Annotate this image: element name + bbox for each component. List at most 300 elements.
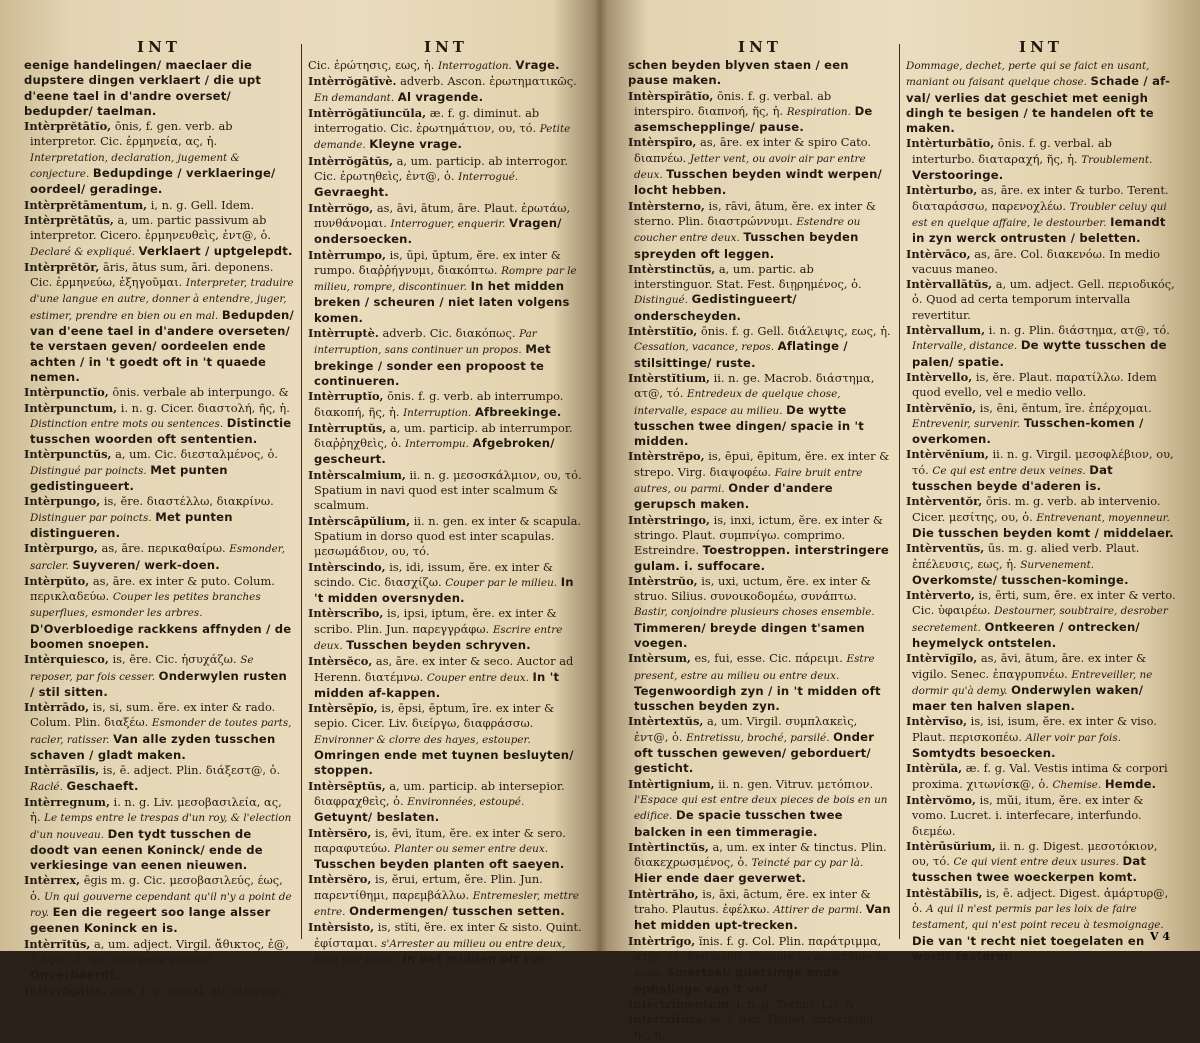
- french-gloss: Cessation, vacance, repos.: [634, 341, 775, 354]
- dictionary-entry: [308, 826, 584, 873]
- dutch-gloss: D'Overbloedige rackkens affnyden / de boomen snoepen.: [30, 621, 292, 651]
- headword: Intèrventŏr,: [906, 494, 983, 509]
- headword: Intèrtrītūra,: [628, 1012, 707, 1027]
- dictionary-entry: [308, 872, 584, 920]
- french-gloss: Estre present, estre au milieu ou entre deux.: [634, 653, 875, 682]
- french-gloss: Rompre par le milieu, rompre, discontinuer.: [314, 264, 577, 294]
- headword: Intèrsterno,: [628, 198, 705, 213]
- dutch-gloss: In het midden oft tus-: [402, 951, 551, 966]
- dictionary-entry: [308, 154, 584, 201]
- dutch-gloss: De spacie tusschen twee balcken in een timmeragie.: [634, 808, 843, 839]
- headword: Intèrrumpo,: [308, 247, 386, 262]
- headword: Intèrsum,: [628, 651, 691, 666]
- french-gloss: Interrogué.: [458, 171, 519, 184]
- latin-greek-gloss: ōnis. f. g. verbal. ab interrogo.: [109, 983, 286, 998]
- latin-greek-gloss: ōris. m. g. verb. ab intervenio. Cicer. μεσίτης, ου, ὁ.: [912, 494, 1161, 524]
- latin-greek-gloss: ōnis. verbale ab interpungo. &: [112, 385, 289, 400]
- dictionary-entry: [906, 793, 1176, 839]
- headword: Intèstābĭlis,: [906, 885, 983, 900]
- dutch-gloss: Een die regeert soo lange alsser geenen Koninck en is.: [30, 905, 271, 936]
- dutch-gloss: Omringen ende met tuynen besluyten/ stoppen.: [314, 748, 574, 778]
- french-gloss: Interroguer, enquerir.: [390, 217, 506, 230]
- dictionary-entry: [24, 119, 294, 197]
- headword: Intèrstĭtium,: [628, 370, 711, 385]
- headword: Intèrturbātĭo,: [906, 136, 995, 151]
- dictionary-entry: [906, 58, 1176, 136]
- dutch-gloss: Bedupdinge / verklaeringe/ oordeel/ geradinge.: [30, 166, 276, 197]
- french-gloss: Distinction entre mots ou sentences.: [30, 417, 224, 430]
- headword: Intèrtextŭs,: [628, 714, 704, 729]
- latin-greek-gloss: a, um. particip. ab interrumpor. διαῤῥηχθεὶς, ὁ.: [314, 420, 573, 451]
- french-gloss: Declaré & expliqué.: [30, 245, 135, 258]
- dictionary-entry: [308, 920, 584, 968]
- latin-greek-gloss: is, āxi, āctum, ĕre. ex inter & traho. Plautus. ἐφέλκω.: [634, 886, 871, 917]
- french-gloss: Couper par le milieu.: [445, 576, 558, 589]
- dutch-gloss: Vrage.: [515, 58, 560, 72]
- dictionary-entry: [906, 447, 1176, 494]
- dutch-gloss: Schade / af-val/ verlies dat geschiet met eenigh dingh te besigen / te handelen oft te maken.: [906, 74, 1171, 136]
- latin-greek-gloss: is, ĕre. Cic. ἡσυχάζω.: [112, 652, 237, 667]
- dutch-gloss: Aflatinge / stilsittinge/ ruste.: [634, 339, 848, 370]
- dutch-gloss: Smertsel/ quetsinge ende ophalinge van 't vel.: [634, 965, 840, 996]
- latin-greek-gloss: ii. n. g. Virgil. μεσοφλέβιον, ου, τό.: [912, 447, 1174, 477]
- headword: Intèrŭla,: [906, 761, 963, 776]
- headword: Intèrrŏgo,: [308, 200, 374, 215]
- dictionary-entry: [906, 651, 1176, 714]
- latin-greek-gloss: is, ēpui, ēpitum, ĕre. ex inter & strepo. Virg. διαψοφέω.: [634, 449, 890, 479]
- headword: Intèrstrĕpo,: [628, 449, 705, 464]
- dictionary-entry: [308, 421, 584, 468]
- french-gloss: Raclé.: [30, 780, 63, 793]
- latin-greek-gloss: is, inxi, ictum, ĕre. ex inter & stringo. Plaut. συμπνίγω. comprimo. Estreindre.: [634, 512, 884, 558]
- latin-greek-gloss: ēgis m. g. Cic. μεσοβασιλεύς, έως, ὁ.: [30, 873, 283, 903]
- headword: Intèrspīro,: [628, 135, 697, 150]
- french-gloss: Environner & clorre des hayes, estouper.: [314, 733, 531, 746]
- headword: Intèrprĕtāmentum,: [24, 197, 148, 212]
- latin-greek-gloss: a, um. ex inter & tinctus. Plin. διακεχρωσμένος, ὁ.: [634, 839, 887, 870]
- dictionary-entry: [24, 447, 294, 494]
- dictionary-entry: [24, 541, 294, 574]
- latin-greek-gloss: ōnis. f. g. verbal. ab interturbo. διαταραχή, ῆς, ἡ.: [912, 136, 1112, 166]
- dutch-gloss: Tegenwoordigh zyn / in 't midden oft tusschen beyden zyn.: [634, 683, 881, 714]
- headword: Intèrpunctĭo,: [24, 385, 109, 400]
- dictionary-entry: [308, 106, 584, 154]
- headword: Intèrruptĭo,: [308, 389, 384, 404]
- dutch-gloss: eenige handelingen/ maeclaer die dupstere dingen verklaert / die upt d'eene tael in d'andre overset/ bedupder/ taelman.: [24, 58, 262, 118]
- dutch-gloss: De wytte tusschen de palen/ spatie.: [912, 338, 1167, 369]
- french-gloss: Destourner, soubtraire, desrober secretement.: [912, 605, 1168, 634]
- dictionary-entry: [308, 514, 584, 560]
- latin-greek-gloss: a, um. Cic. διεσταλμένος, ὁ.: [115, 447, 278, 462]
- dutch-gloss: Van alle zyden tusschen schaven / gladt maken.: [30, 731, 276, 763]
- headword: Intèrscrībo,: [308, 606, 384, 621]
- dutch-gloss: Den tydt tusschen de doodt van eenen Koninck/ ende de verkiesinge van eenen nieuwen.: [30, 826, 263, 873]
- dutch-gloss: Afgebroken/ gescheurt.: [314, 436, 555, 467]
- dictionary-entry: [628, 934, 892, 997]
- headword: Intèrverto,: [906, 588, 975, 603]
- french-gloss: Entrevenant, moyenneur.: [1036, 511, 1170, 524]
- headword: Intèrscāpŭlium,: [308, 513, 411, 528]
- latin-greek-gloss: a, um. adject. Virgil. ἄθικτος, ἐ@, ὁ ἀφ@, ὁ.: [30, 936, 289, 966]
- headword: Intèrrāsĭlis,: [24, 763, 100, 778]
- latin-greek-gloss: is, isi, isum, ĕre. ex inter & viso. Plaut. περισκοπέω.: [912, 714, 1157, 744]
- latin-greek-gloss: is, ēni, ēntum, īre. ἐπέρχομαι.: [979, 400, 1152, 415]
- latin-greek-gloss: es, fui, esse. Cic. πάρειμι.: [694, 651, 843, 666]
- latin-greek-gloss: as, āre. ex inter & seco. Auctor ad Herenn. διατέμνω.: [314, 654, 574, 684]
- dutch-gloss: Overkomste/ tusschen-kominge.: [912, 572, 1129, 587]
- dutch-gloss: Tusschen beyden windt werpen/ locht hebben.: [634, 167, 882, 198]
- latin-greek-gloss: is, ūpi, ūptum, ĕre. ex inter & rumpo. διαῤῥήγνυμι, διακόπτω.: [314, 247, 561, 277]
- dictionary-entry: [628, 324, 892, 371]
- headword: Intèrquiesco,: [24, 652, 109, 667]
- column-rule: [899, 44, 900, 939]
- french-gloss: Entremesler, mettre entre.: [314, 889, 579, 919]
- french-gloss: l'Espace qui est entre deux pieces de bois en un edifice.: [634, 793, 888, 823]
- latin-greek-gloss: as, āre. ex inter & spiro Cato. διαπνέω.: [634, 135, 872, 165]
- french-gloss: Bastir, conjoindre plusieurs choses ensemble.: [634, 606, 875, 619]
- latin-greek-gloss: a, um. Virgil. συμπλακεὶς, ἐντ@, ὁ.: [634, 714, 858, 744]
- dutch-gloss: Dat tusschen twee woeckerpen komt.: [912, 854, 1147, 885]
- headword: Intèrrex,: [24, 873, 81, 888]
- dictionary-entry: [628, 887, 892, 934]
- dictionary-entry: [906, 370, 1176, 401]
- dutch-gloss: Tusschen beyden spreyden oft leggen.: [634, 230, 859, 261]
- french-gloss: Couper les petites branches superflues, esmonder les arbres.: [30, 591, 261, 620]
- dutch-gloss: Onder d'andere gerupsch maken.: [634, 481, 833, 512]
- latin-greek-gloss: a, um. partic passivum ab interpretor. Cicero. ἑρμηνευθεὶς, ἐντ@, ὁ.: [30, 212, 271, 243]
- running-head: INT: [738, 38, 782, 56]
- column-rule: [301, 44, 302, 939]
- headword: Intèrprĕtŏr,: [24, 259, 100, 274]
- dictionary-entry: [24, 260, 294, 385]
- dictionary-entry: [628, 449, 892, 512]
- headword: Intèrtrăho,: [628, 886, 699, 901]
- dictionary-entry: [308, 701, 584, 778]
- dutch-gloss: Verstooringe.: [912, 168, 1004, 183]
- french-gloss: Qui n'est point estonné.: [88, 953, 215, 966]
- right-page-column-1: [628, 38, 892, 1042]
- dutch-gloss: Onder oft tusschen geweven/ geborduert/ gesticht.: [634, 729, 875, 776]
- french-gloss: A qui il n'est permis par les loix de faire testament, qui n'est point receu à tesmoignage.: [912, 903, 1164, 932]
- french-gloss: Entretaillé, blessure ou escorchure de peau.: [634, 950, 889, 980]
- dutch-gloss: Die van 't recht niet toegelaten en wordt testeren: [912, 933, 1145, 963]
- headword: Intèrsēpĭo,: [308, 701, 378, 716]
- french-gloss: Jetter vent, ou avoir air par entre deux.: [634, 152, 866, 182]
- left-page-column-2: [308, 38, 584, 966]
- headword: Intèrrŏgātīvè.: [308, 74, 397, 89]
- headword: Intèrtrīmentum,: [628, 996, 733, 1011]
- french-gloss: En demandant.: [314, 91, 395, 104]
- dutch-gloss: Hemde.: [1104, 776, 1157, 791]
- french-gloss: Esmonder, sarcler.: [30, 543, 285, 572]
- dictionary-entry: [24, 198, 294, 213]
- dutch-gloss: Iemandt in zyn werck ontrusten / beletten.: [912, 214, 1166, 246]
- latin-greek-gloss: æ. f. g. Val. Vestis intima & corpori proxima. χιτωνίσκ@, ὁ.: [912, 761, 1168, 791]
- headword: Intèrtinctŭs,: [628, 839, 709, 854]
- latin-greek-gloss: a, um. adject. Gell. περιοδικός, ὁ. Quod ad certa temporum intervalla revertitur.: [912, 277, 1175, 322]
- french-gloss: Entredeux de quelque chose, intervalle, espace au milieu.: [634, 388, 841, 417]
- french-gloss: Environnées, estoupé.: [407, 795, 525, 808]
- french-gloss: Esmonder de toutes parts, racler, ratisser.: [30, 717, 292, 746]
- latin-greek-gloss: i. n. g. Plin. διάστημα, ατ@, τό.: [988, 323, 1170, 338]
- latin-greek-gloss: adverb. Ascon. ἐρωτηματικῶς.: [400, 74, 577, 89]
- french-gloss: Teincté par cy par là.: [751, 857, 864, 870]
- running-head: INT: [1019, 38, 1063, 56]
- french-gloss: Se reposer, par fois cesser.: [30, 654, 254, 683]
- dictionary-entry: [628, 58, 892, 89]
- latin-greek-gloss: as, āre. Col. διακενόω. In medio vacuus maneo.: [912, 246, 1160, 276]
- dutch-gloss: Gevraeght.: [314, 185, 389, 200]
- headword: Intèrstĭtĭo,: [628, 324, 698, 339]
- headword: Intèrstringo,: [628, 512, 710, 527]
- dictionary-entry: [906, 401, 1176, 448]
- left-page: [24, 38, 584, 998]
- french-gloss: Distingué.: [634, 294, 688, 307]
- dutch-gloss: Gedistingueert/ onderscheyden.: [634, 292, 797, 323]
- dutch-gloss: Onderwylen rusten / stil sitten.: [30, 668, 287, 699]
- dutch-gloss: Tusschen beyden planten oft saeyen.: [314, 857, 565, 872]
- dictionary-entry: [906, 136, 1176, 183]
- dictionary-entry: [628, 1012, 892, 1043]
- french-gloss: Entrevenir, survenir.: [912, 417, 1021, 430]
- running-head: INT: [424, 38, 468, 56]
- headword: Intèrsēptŭs,: [308, 778, 386, 793]
- headword: Intèrpurgo,: [24, 541, 98, 556]
- dutch-gloss: Kleyne vrage.: [369, 137, 463, 152]
- latin-greek-gloss: is, mŭi, itum, ĕre. ex inter & vomo. Lucret. i. interfecare, interfundo. διεμέω.: [912, 792, 1144, 838]
- latin-greek-gloss: i. n. g. Cicer. διαστολή, ῆς, ἡ.: [120, 400, 290, 415]
- latin-greek-gloss: as, āre. περικαθαίρω.: [101, 541, 226, 556]
- latin-greek-gloss: is, ēpsi, ēptum, īre. ex inter & sepio. Cicer. Liv. διείργω, διαφράσσω.: [314, 701, 555, 731]
- dictionary-entry: [24, 984, 294, 999]
- headword: Intèrscalmium,: [308, 467, 406, 482]
- latin-greek-gloss: ii. n. ge. Macrob. διάστημα, ατ@, τό.: [634, 370, 875, 401]
- latin-greek-gloss: āris, ātus sum, āri. deponens. Cic. ἑρμηνεύω, ἐξηγοῦμαι.: [30, 259, 274, 290]
- dictionary-entry: [906, 323, 1176, 370]
- headword: Intèrsĕro,: [308, 872, 372, 887]
- headword: Intèrūsŭrium,: [906, 838, 996, 853]
- latin-greek-gloss: as, āvi, ātum, āre. ex inter & vigilo. Senec. ἐπαγρυπνέω.: [912, 651, 1147, 681]
- latin-greek-gloss: ōnis, f. gen. verb. ab interpretor. Cic. ἑρμηνεία, ας, ἡ.: [30, 119, 233, 149]
- french-gloss: Interruption.: [403, 406, 472, 419]
- french-gloss: Le temps entre le trespas d'un roy, & l'election d'un nouveau.: [30, 812, 292, 841]
- dictionary-entry: [628, 199, 892, 262]
- dictionary-entry: [308, 58, 584, 74]
- latin-greek-gloss: is, rāvi, ātum, ĕre. ex inter & sterno. Plin. διαστρώννυμι.: [634, 198, 877, 228]
- dictionary-entry: [628, 651, 892, 714]
- french-gloss: Interrompu.: [405, 438, 469, 451]
- french-gloss: Un qui gouverne cependant qu'il n'y a point de roy.: [30, 890, 292, 920]
- latin-greek-gloss: as, āre. ex inter & puto. Colum. περικλαδεύω.: [30, 573, 275, 604]
- headword: Intèrvīso,: [906, 714, 968, 729]
- french-gloss: Petite demande.: [314, 123, 571, 152]
- headword: Intèrprĕtātĭo,: [24, 119, 112, 134]
- right-page: [628, 38, 1176, 1042]
- latin-greek-gloss: is, uxi, uctum, ĕre. ex inter & struo. Silius. συνοικοδομέω, συνάπτω.: [634, 573, 871, 604]
- french-gloss: Ce qui vient entre deux usures.: [953, 856, 1119, 869]
- dictionary-entry: [906, 588, 1176, 651]
- dutch-gloss: Getuynt/ beslaten.: [314, 810, 440, 825]
- french-gloss: Troubler celuy qui est en quelque affaire, le destourber.: [912, 200, 1167, 229]
- french-gloss: Survenement.: [1020, 558, 1095, 571]
- headword: Intèrpŭto,: [24, 573, 90, 588]
- french-gloss: Entretissu, broché, parsilé.: [686, 731, 830, 744]
- latin-greek-gloss: ii. n. gen. ex inter & scapula. Spatium in dorso quod est inter scapulas. μεσωμάδιον, ου, τό.: [314, 513, 582, 559]
- dictionary-entry: [628, 574, 892, 651]
- headword: Intèrsĕco,: [308, 654, 373, 669]
- latin-greek-gloss: ōnis. f. g. verbal. ab interspiro. διαπνοή, ῆς, ἡ.: [634, 88, 832, 118]
- french-gloss: Ce qui est entre deux veines.: [932, 464, 1086, 477]
- french-gloss: Distingué par poincts.: [30, 464, 147, 477]
- dictionary-entry: [628, 262, 892, 324]
- dictionary-entry: [906, 839, 1176, 886]
- latin-greek-gloss: Cic. ἐρώτησις, εως, ἡ.: [308, 58, 435, 72]
- headword: Intèrturbo,: [906, 183, 978, 198]
- french-gloss: Estendre ou coucher entre deux.: [634, 215, 861, 245]
- dutch-gloss: Timmeren/ breyde dingen t'samen voegen.: [634, 620, 865, 650]
- latin-greek-gloss: is, ĕre. διαστέλλω, διακρίνω.: [103, 494, 274, 509]
- dutch-gloss: Geschaeft.: [66, 778, 139, 793]
- french-gloss: Troublement.: [1081, 153, 1153, 166]
- french-gloss: Intervalle, distance.: [912, 340, 1018, 353]
- right-page-column-2: [906, 38, 1176, 963]
- headword: Intèrrĭtŭs,: [24, 936, 91, 951]
- french-gloss: Interpreter, traduire d'une langue en autre, donner à entendre, juger, estimer, prendre en bien ou en mal.: [30, 277, 294, 322]
- headword: Intèrruptè.: [308, 326, 379, 341]
- french-gloss: Faire bruit entre autres, ou parmi.: [634, 466, 863, 496]
- headword: Intèrvŏmo,: [906, 792, 976, 807]
- dictionary-entry: [24, 873, 294, 936]
- dictionary-entry: [24, 795, 294, 873]
- dictionary-entry: [906, 761, 1176, 793]
- dutch-gloss: Somtydts besoecken.: [912, 746, 1056, 761]
- dictionary-entry: [24, 385, 294, 400]
- latin-greek-gloss: is, ē. adject. Digest. ἀμάρτυρ@, ὁ.: [912, 885, 1169, 916]
- dictionary-entry: [628, 997, 892, 1012]
- latin-greek-gloss: æ. f. g. diminut. ab interrogatio. Cic. ἐρωτημάτιον, ου, τό.: [314, 105, 540, 136]
- latin-greek-gloss: is, ipsi, iptum, ĕre. ex inter & scribo. Plin. Jun. παρεγγράφω.: [314, 606, 557, 636]
- dutch-gloss: Die tusschen beyden komt / middelaer.: [912, 525, 1174, 540]
- dictionary-entry: [628, 371, 892, 449]
- latin-greek-gloss: is, stĭti, ĕre. ex inter & sisto. Quint. ἐφίσταμαι.: [314, 920, 582, 950]
- french-gloss: Chemise.: [1052, 778, 1102, 791]
- dictionary-entry: [906, 541, 1176, 588]
- dictionary-entry: [24, 213, 294, 260]
- headword: Intèrrŏgātŭs,: [308, 153, 393, 168]
- dutch-gloss: De asemschepplinge/ pause.: [634, 103, 873, 135]
- headword: Intèrvĕnĭum,: [906, 447, 989, 462]
- latin-greek-gloss: is, ērti, sum, ĕre. ex inter & verto. Cic. ὑφαιρέω.: [912, 588, 1176, 618]
- french-gloss: Dommage, dechet, perte qui se faict en usant, maniant ou faisant quelque chose.: [906, 60, 1150, 89]
- dutch-gloss: schen beyden blyven staen / een pause maken.: [628, 58, 849, 88]
- latin-greek-gloss: i, n. g. Gell. Idem.: [150, 197, 255, 212]
- latin-greek-gloss: is, ēvi, ĭtum, ĕre. ex inter & sero. παραφυτεύω.: [314, 825, 566, 855]
- dutch-gloss: Bedupden/ van d'eene tael in d'andere overseten/ te verstaen geven/ oordeelen ende achten / in 't goedt oft in 't quaede nemen.: [30, 307, 294, 384]
- headword: Intèrspīrātĭo,: [628, 88, 714, 103]
- dictionary-entry: [308, 74, 584, 106]
- headword: Intèrvĕnĭo,: [906, 400, 977, 415]
- headword: Intèrvĭgĭlo,: [906, 651, 978, 666]
- headword: Intèrruptŭs,: [308, 420, 387, 435]
- dictionary-entry: [24, 763, 294, 795]
- dictionary-entry: [24, 574, 294, 652]
- headword: Intèrtignium,: [628, 776, 715, 791]
- headword: Intèrpunctŭs,: [24, 447, 112, 462]
- signature-mark: V 4: [1149, 930, 1170, 943]
- latin-greek-gloss: is, ĕrui, ertum, ĕre. Plin. Jun. παρεντίθημι, παρεμβάλλω.: [314, 872, 543, 902]
- latin-greek-gloss: ii. n. g. Digest. μεσοτόκιον, ου, τό.: [912, 838, 1158, 869]
- dutch-gloss: Met brekinge / sonder een propoost te continueren.: [314, 342, 551, 388]
- dictionary-entry: [628, 513, 892, 574]
- headword: Intèrrādo,: [24, 700, 90, 715]
- dictionary-entry: [308, 560, 584, 607]
- dictionary-entry: [628, 714, 892, 776]
- latin-greek-gloss: a, um. particip. ab interrogor. Cic. ἐρωτηθεὶς, ἐντ@, ὁ.: [314, 153, 569, 184]
- dictionary-entry: [24, 700, 294, 763]
- dictionary-entry: [906, 183, 1176, 246]
- headword: Intèrtrīgo,: [628, 933, 696, 948]
- dictionary-entry: [906, 277, 1176, 323]
- dutch-gloss: In 't midden oversnyden.: [314, 574, 574, 606]
- latin-greek-gloss: ii. n. gen. Vitruv. μετόπιον.: [718, 776, 874, 791]
- dictionary-entry: [24, 58, 294, 119]
- dutch-gloss: Al vragende.: [397, 89, 484, 104]
- latin-greek-gloss: is, ĕre. Plaut. παρατίλλω. Idem quod evello, vel e medio vello.: [912, 369, 1157, 400]
- french-gloss: Entreveiller, ne dormir qu'à demy.: [912, 668, 1153, 697]
- dictionary-entry: [24, 401, 294, 448]
- dutch-gloss: In 't midden af-kappen.: [314, 669, 560, 700]
- dictionary-entry: [628, 135, 892, 198]
- latin-greek-gloss: a, um. partic. ab interstinguor. Stat. Fest. διῃρημένος, ὁ.: [634, 261, 862, 292]
- headword: Intèrrŏgātĭuncŭla,: [308, 105, 427, 120]
- headword: Intèrprĕtātūs,: [24, 212, 114, 227]
- headword: Intèrvello,: [906, 369, 973, 384]
- dutch-gloss: Hier ende daer geverwet.: [634, 871, 806, 886]
- dutch-gloss: Suyveren/ werk-doen.: [72, 557, 220, 572]
- dictionary-entry: [906, 247, 1176, 278]
- french-gloss: Distinguer par poincts.: [30, 511, 152, 524]
- dutch-gloss: Distinctie tusschen woorden oft sententien.: [30, 415, 292, 447]
- headword: Intèrvallātŭs,: [906, 277, 993, 292]
- latin-greek-gloss: is, idi, issum, ĕre. ex inter & scindo. Cic. διασχίζω.: [314, 559, 553, 589]
- dutch-gloss: De wytte tusschen twee dingen/ spacie in 't midden.: [634, 402, 865, 449]
- headword: Intèrrŏgātĭo,: [24, 983, 107, 998]
- dictionary-entry: [906, 886, 1176, 964]
- latin-greek-gloss: i. n. g. Terent. Liv. &: [736, 996, 855, 1011]
- dictionary-entry: [308, 389, 584, 421]
- dutch-gloss: Onverbaerdt.: [30, 968, 120, 983]
- dictionary-entry: [24, 652, 294, 700]
- dutch-gloss: Ondermengen/ tusschen setten.: [349, 904, 565, 919]
- headword: Intèrvāco,: [906, 246, 971, 261]
- french-gloss: Aller voir par fois.: [1025, 731, 1121, 744]
- latin-greek-gloss: ōnis. f. g. Gell. διάλειψις, εως, ἡ.: [700, 324, 891, 339]
- headword: Intèrpungo,: [24, 494, 101, 509]
- latin-greek-gloss: ōnis. f. g. verb. ab interrumpo. διακοπή, ῆς, ἡ.: [314, 389, 564, 419]
- headword: Intèrsisto,: [308, 920, 375, 935]
- dutch-gloss: Afbreekinge.: [474, 404, 562, 419]
- latin-greek-gloss: ūs. m. g. alied verb. Plaut. ἐπέλευσις, εως, ἡ.: [912, 541, 1140, 571]
- french-gloss: Par interruption, sans continuer un propos.: [314, 328, 537, 357]
- latin-greek-gloss: is, si, sum. ĕre. ex inter & rado. Colum. Plin. διαξέω.: [30, 700, 276, 730]
- dutch-gloss: Tusschen-komen / overkomen.: [912, 415, 1144, 447]
- dutch-gloss: Vragen/ ondersoecken.: [314, 215, 562, 247]
- dutch-gloss: Toestroppen. interstringere gulam. i. suffocare.: [634, 543, 889, 573]
- latin-greek-gloss: as, āre. ex inter & turbo. Terent. διαταράσσω, παρενοχλέω.: [912, 183, 1169, 213]
- dictionary-entry: [308, 654, 584, 701]
- dutch-gloss: Met punten gedistingueert.: [30, 462, 228, 494]
- headword: Intèrstinctŭs,: [628, 261, 716, 276]
